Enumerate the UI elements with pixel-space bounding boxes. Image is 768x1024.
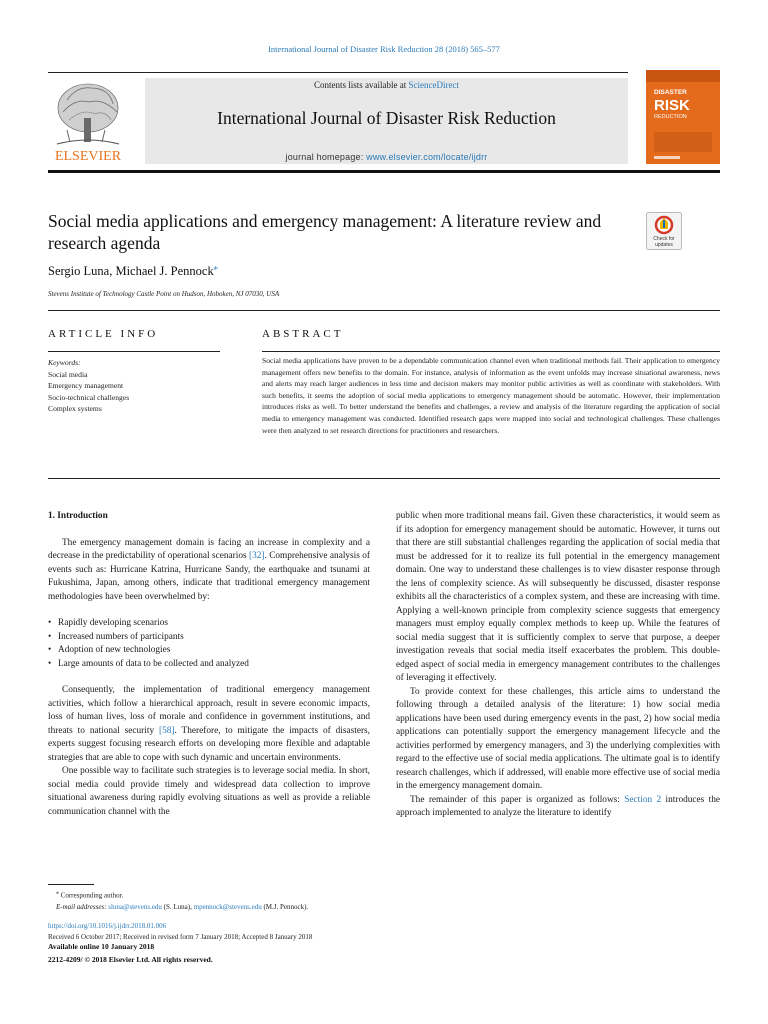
paragraph-text: The remainder of this paper is organized as follows: (410, 794, 625, 805)
body-paragraph: public when more traditional means fail. Given these characteristics, it would seem as if its adoption for emergency management should be automatic. However, it turns out that there are still substantial challenges regarding the application of social media that must be addressed for it to realize its full potential in the emergency management domain. One way to understand these challenges is to view disaster response through the lens of complexity science. As will subsequently be discussed, disaster response exhibits all the characteristics of a complex system, and these are increasing with time. Applying a well-known principle from complexity science suggests that emergency managers must employ equally complex methods to keep up. While the features of social media suggest that it is sufficiently complex to serve that purpose, a deeper investigation reveals that social media itself exacerbates the problem. This double-edged aspect of social media in emergency management contributes to the challenges of leveraging it effectively. (396, 511, 720, 683)
check-updates-icon (646, 212, 682, 250)
reference-link[interactable]: [58] (159, 725, 175, 736)
article-title: Social media applications and emergency management: A literature review and research agenda (48, 211, 602, 253)
keyword-item: Social media (48, 369, 88, 379)
paragraph-text: introduces the approach implemented to analyze the literature to identify (396, 794, 721, 818)
email-owner: (M.J. Pennock). (261, 902, 309, 911)
paragraph-text: The emergency management domain is facing an increase in complexity and a decrease in the predictability of operational scenarios (48, 537, 370, 561)
check-updates-line1: Check for (653, 236, 675, 242)
article-info-heading: ARTICLE INFO (48, 328, 159, 340)
reference-link[interactable]: [32] (248, 551, 265, 561)
cover-word-reduction: REDUCTION (654, 114, 687, 120)
abstract-text: Social media applications have proven to be a dependable communication channel even when traditional methods fail. Their application to emergency management offers new benefits to the domain. For instance, analysis of information as the event unfolds may increase situational awareness, news and alerts may reach larger audiences in less time and decision makers may monitor public activities as well as coordinate with stakeholders. With such benefits, it seems the adoption of social media applications to emergency management should be automatic. However, their implementation introduces risks as well. To better understand the benefits and challenges, a review and analysis of the literature regarding the application of social media to emergency management was conducted. Identified research gaps were mapped into social and technological challenges. These challenges were then analyzed to set research directions for practitioners and researchers. (262, 356, 720, 435)
body-paragraph: One possible way to facilitate such strategies is to leverage social media. In short, social media could provide timely and widespread data collection to improve situational awareness during rapidly evolving situations as well as provide a reliable communication channel with the (48, 766, 370, 817)
footnote-text: Corresponding author. (58, 891, 124, 900)
paragraph-text: . Comprehensive analysis of events such as: Hurricane Katrina, Hurricane Sandy, the earthquake and tsunami at Fukushima, Japan, among others, indicate that traditional emergency management methodologies have been overwhelmed by: (48, 551, 371, 602)
homepage-link[interactable]: www.elsevier.com/locate/ijdrr (366, 152, 488, 162)
article-info-rule (48, 351, 220, 352)
header-rule (48, 72, 628, 73)
bullet-item: • Rapidly developing scenarios (48, 617, 370, 631)
paragraph-text: . Therefore, to mitigate the impacts of disasters, experts suggest focusing research efforts on developing more flexible and adaptable strategies that are able to cope with such dynamic and uncertain environments. (48, 725, 370, 763)
body-paragraph (396, 794, 720, 821)
received-dates: Received 6 October 2017; Received in revised form 7 January 2018; Accepted 8 January 2018 (48, 933, 313, 941)
keyword-item: Socio-technical challenges (48, 392, 130, 402)
journal-cover-thumbnail[interactable] (646, 70, 720, 164)
bullet-list (48, 617, 370, 671)
journal-title: International Journal of Disaster Risk Reduction (217, 108, 556, 128)
body-left-column (48, 510, 370, 819)
bullet-item: • Adoption of new technologies (48, 644, 370, 658)
available-online: Available online 10 January 2018 (48, 942, 155, 951)
email-label: E-mail addresses: (56, 902, 107, 911)
homepage-label: journal homepage: (285, 152, 367, 162)
corresponding-footnote (48, 888, 308, 902)
cover-word-risk: RISK (654, 97, 690, 114)
keyword-item: Complex systems (48, 404, 102, 414)
abstract-bottom-rule (48, 478, 720, 479)
footnote-rule (48, 884, 94, 885)
footnotes (48, 888, 308, 913)
paragraph-text: Consequently, the implementation of traditional emergency management activities, which follow a hierarchical approach, result in severe economic impacts, loss of human lives, loss of morale and confidence in government institutions, and threats to national security (48, 685, 370, 736)
introduction-heading: 1. Introduction (48, 511, 108, 521)
copyright-notice: 2212-4209/ © 2018 Elsevier Ltd. All rights reserved. (48, 955, 213, 964)
abstract-heading: ABSTRACT (262, 328, 344, 340)
abstract-rule (262, 351, 720, 352)
section-rule (48, 310, 720, 311)
header-thick-rule (48, 170, 720, 173)
body-paragraph (48, 537, 370, 605)
email-link[interactable]: mpennock@stevens.edu (193, 902, 262, 911)
check-updates-line2: updates (655, 242, 673, 248)
journal-homepage (145, 152, 628, 162)
spacer (48, 604, 370, 617)
cover-word-disaster: DISASTER (654, 89, 687, 96)
keywords-label: Keywords: (48, 358, 81, 367)
bullet-item: • Large amounts of data to be collected and analyzed (48, 658, 370, 672)
sciencedirect-link[interactable]: ScienceDirect (408, 80, 459, 90)
body-paragraph (48, 684, 370, 765)
elsevier-tree-icon (47, 78, 129, 164)
body-paragraph: To provide context for these challenges, this article aims to understand the following through a detailed analysis of the literature: 1) how social media applications have been used during emergency events in the past, 2) how social media applications can potentially support the emergency management lifecycle and the activities performed by emergency managers, and 3) the underlying complexities with regard to the effective use of social media applications. The ultimate goal is to identify research challenges, which if addressed, will enable more effective use of social media in the emergency management domain. (396, 686, 720, 791)
bullet-item: • Increased numbers of participants (48, 631, 370, 645)
journal-citation[interactable]: International Journal of Disaster Risk Reduction 28 (2018) 565–577 (268, 44, 500, 54)
keywords-block (48, 357, 129, 415)
contents-line (145, 80, 628, 90)
email-footnote (48, 902, 308, 913)
doi-link[interactable]: https://doi.org/10.1016/j.ijdrr.2018.01.006 (48, 922, 167, 930)
cover-graphic (646, 70, 720, 164)
section-link[interactable]: Section 2 (624, 794, 662, 805)
footnote-mark: ⁎ (56, 890, 59, 896)
elsevier-wordmark: ELSEVIER (54, 149, 122, 164)
contents-prefix: Contents lists available at (314, 80, 409, 90)
affiliation: Stevens Institute of Technology Castle Point on Hudson, Hoboken, NJ 07030, USA (48, 290, 280, 298)
corresponding-author-mark[interactable]: ⁎ (213, 263, 218, 272)
author-names[interactable]: Sergio Luna, Michael J. Pennock (48, 264, 214, 279)
author-list (48, 263, 218, 279)
keyword-item: Emergency management (48, 381, 124, 391)
email-owner: (S. Luna), (161, 902, 194, 911)
body-right-column (396, 510, 720, 821)
elsevier-logo[interactable] (47, 78, 129, 164)
email-link[interactable]: sluna@stevens.edu (108, 902, 162, 911)
check-for-updates-button[interactable] (646, 212, 682, 250)
